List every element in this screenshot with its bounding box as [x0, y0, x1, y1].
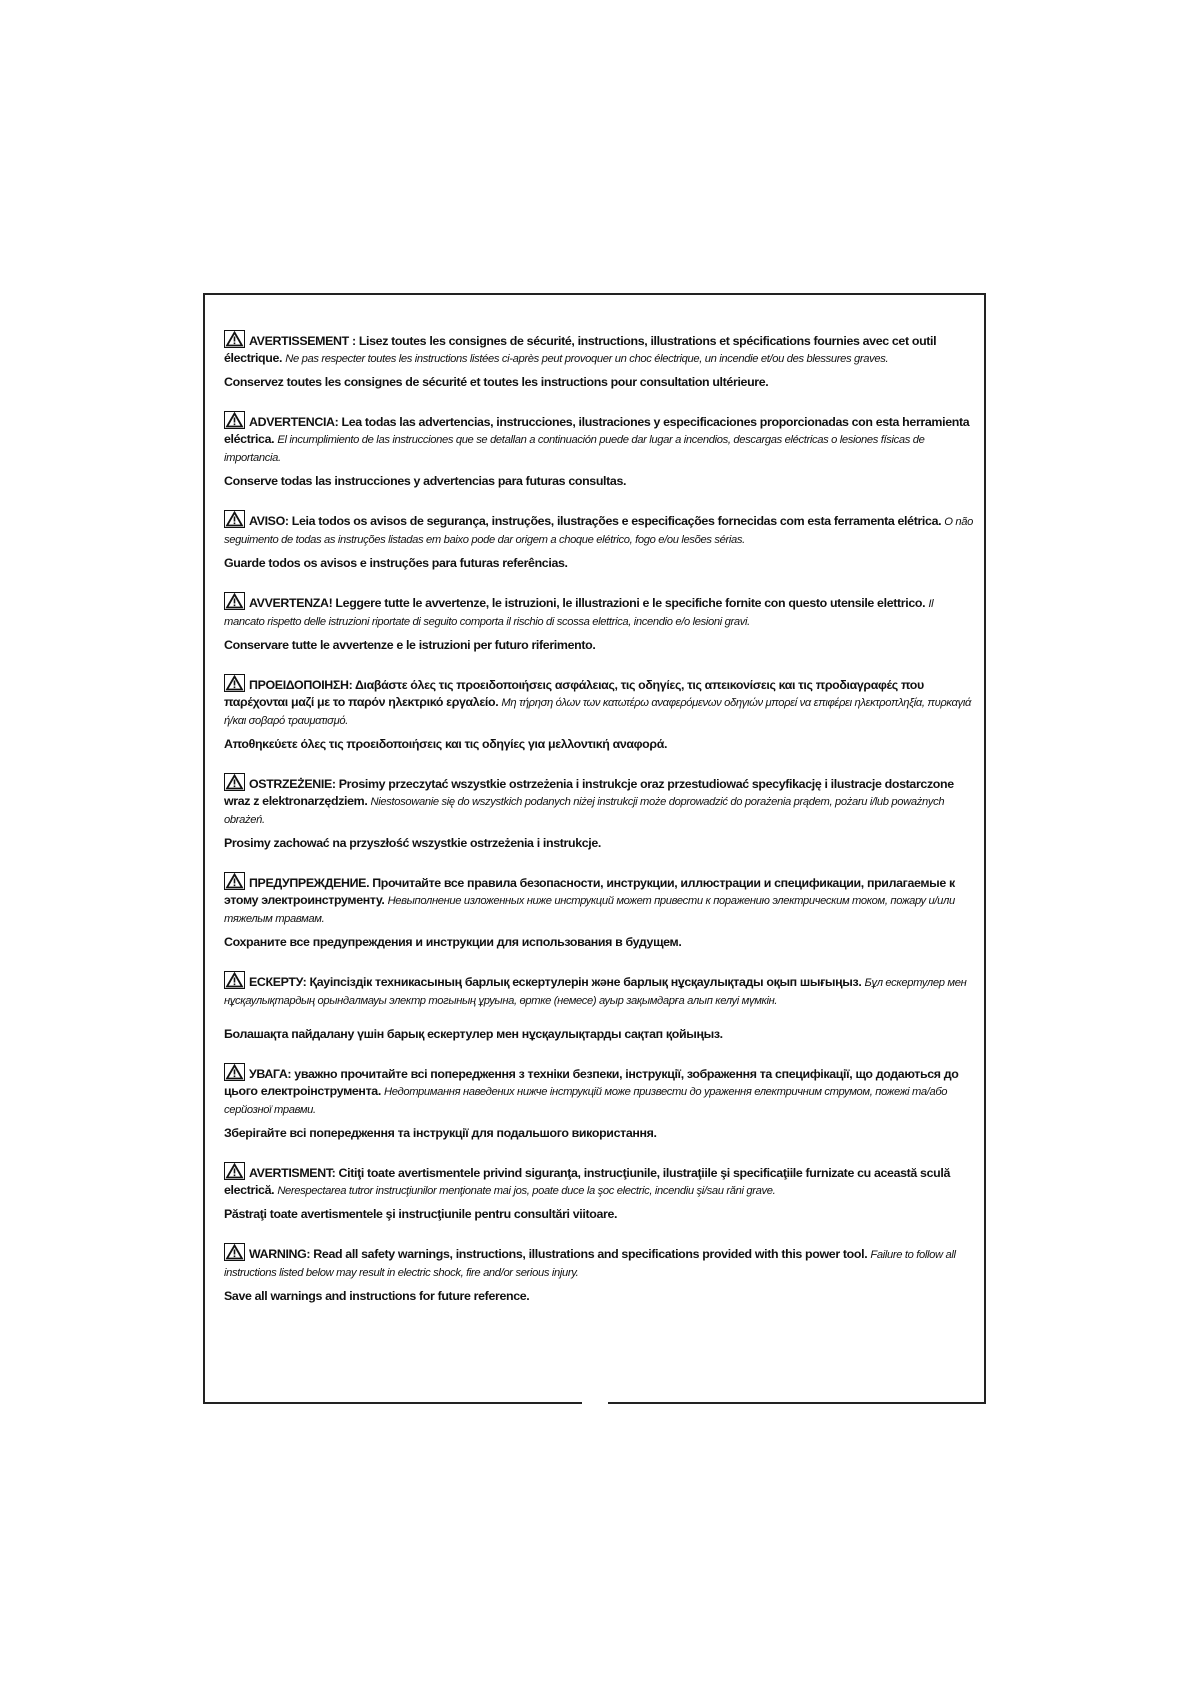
warning-lead: ПРЕДУПРЕЖДЕНИЕ. Прочитайте все правила безопасности, инструкции, иллюстрации и спецификации, прилагаемые к этому электроинструменту.: [224, 876, 955, 907]
warning-body: Il mancato rispetto delle istruzioni riportate di seguito comporta il rischio di scossa elettrica, incendio e/o lesioni gravi.: [224, 598, 934, 628]
warning-section-ru: [224, 872, 976, 951]
save-instructions-text: Зберігайте всі попередження та інструкції для подальшого використання.: [224, 1126, 657, 1140]
warning-body: Бұл ескертулер мен нұсқаулықтардың орындалмауы электр тогының ұруына, өртке (немесе) ауыр зақымдарға алып келуі мүмкін.: [224, 977, 967, 1007]
save-instructions-text: Prosimy zachować na przyszłość wszystkie ostrzeżenia i instrukcje.: [224, 836, 602, 850]
warning-body: Μη τήρηση όλων των κατωτέρω αναφερόμενων οδηγιών μπορεί να επιφέρει ηλεκτροπληξία, πυρκαγιά ή/και σοβαρό τραυματισμό.: [224, 697, 971, 727]
warning-triangle-icon: [224, 674, 245, 692]
warning-triangle-icon: [224, 1162, 245, 1180]
save-instructions-text: Сохраните все предупреждения и инструкции для использования в будущем.: [224, 935, 682, 949]
warning-body: Недотримання наведених нижче інструкцій може призвести до ураження електричним струмом, пожежі та/або серйозної травми.: [224, 1086, 948, 1116]
save-instructions-text: Conserve todas las instrucciones y advertencias para futuras consultas.: [224, 474, 627, 488]
warning-section-fr: [224, 330, 976, 391]
warning-body: El incumplimiento de las instrucciones que se detallan a continuación puede dar lugar a incendios, descargas eléctricas o lesiones físicas de importancia.: [224, 434, 925, 464]
warning-section-pt: [224, 510, 976, 572]
warning-section-uk: [224, 1063, 976, 1142]
save-instructions-text: Save all warnings and instructions for future reference.: [224, 1289, 530, 1303]
warning-lead: AVERTISSEMENT : Lisez toutes les consignes de sécurité, instructions, illustrations et spécifications fournies avec cet outil électrique.: [224, 334, 937, 365]
save-instructions-text: Guarde todos os avisos e instruções para futuras referências.: [224, 556, 568, 570]
save-instructions-text: Păstraţi toate avertismentele şi instrucţiunile pentru consultări viitoare.: [224, 1207, 618, 1221]
safety-warnings-list: [224, 330, 976, 1325]
warning-triangle-icon: [224, 330, 245, 348]
warning-lead: ЕСКЕРТУ: Қауіпсіздік техникасының барлық ескертулерін және барлық нұсқаулықтады оқып шығыңыз.: [249, 975, 862, 989]
warning-lead: OSTRZEŻENIE: Prosimy przeczytać wszystkie ostrzeżenia i instrukcje oraz przestudiować specyfikację i ilustracje dostarczone wraz z elektronarzędziem.: [224, 777, 954, 808]
frame-bottom-right-line: [608, 1402, 986, 1404]
save-instructions-text: Conservare tutte le avvertenze e le istruzioni per futuro riferimento.: [224, 638, 596, 652]
warning-section-ro: [224, 1162, 976, 1223]
warning-triangle-icon: [224, 773, 245, 791]
warning-body: O não seguimento de todas as instruções listadas em baixo pode dar origem a choque elétrico, fogo e/ou lesões sérias.: [224, 516, 974, 546]
warning-lead: УВАГА: уважно прочитайте всі попередження з техніки безпеки, інструкції, зображення та специфікації, що додаються до цього електроінструмента.: [224, 1067, 959, 1098]
frame-bottom-left-line: [203, 1402, 582, 1404]
warning-lead: ADVERTENCIA: Lea todas las advertencias, instrucciones, ilustraciones y especificaciones proporcionadas con esta herramienta eléctrica.: [224, 415, 970, 446]
warning-body: Невыполнение изложенных ниже инструкций может привести к поражению электрическим током, пожару и/или тяжелым травмам.: [224, 895, 955, 925]
warning-lead: AVVERTENZA! Leggere tutte le avvertenze, le istruzioni, le illustrazioni e le specifiche fornite con questo utensile elettrico.: [249, 596, 926, 610]
warning-triangle-icon: [224, 872, 245, 890]
warning-triangle-icon: [224, 510, 245, 528]
warning-lead: AVISO: Leia todos os avisos de segurança, instruções, ilustrações e especificações fornecidas com esta ferramenta elétrica.: [249, 514, 942, 528]
warning-triangle-icon: [224, 1243, 245, 1261]
warning-body: Failure to follow all instructions listed below may result in electric shock, fire and/or serious injury.: [224, 1249, 956, 1279]
warning-section-es: [224, 411, 976, 490]
save-instructions-text: Болашақта пайдалану үшін барық ескертулер мен нұсқаулықтарды сақтап қойыңыз.: [224, 1027, 723, 1041]
warning-triangle-icon: [224, 1063, 245, 1081]
warning-body: Ne pas respecter toutes les instructions listées ci-après peut provoquer un choc électrique, un incendie et/ou des blessures graves.: [285, 353, 889, 365]
warning-lead: WARNING: Read all safety warnings, instructions, illustrations and specifications provided with this power tool.: [249, 1247, 868, 1261]
warning-section-en: [224, 1243, 976, 1305]
warning-body: Niestosowanie się do wszystkich podanych niżej instrukcji może doprowadzić do porażenia prądem, pożaru i/lub poważnych obrażeń.: [224, 796, 945, 826]
warning-triangle-icon: [224, 592, 245, 610]
warning-section-el: [224, 674, 976, 753]
save-instructions-text: Conservez toutes les consignes de sécurité et toutes les instructions pour consultation ultérieure.: [224, 375, 769, 389]
warning-triangle-icon: [224, 971, 245, 989]
warning-section-kk: [224, 971, 976, 1043]
warning-section-pl: [224, 773, 976, 852]
warning-lead: ΠΡΟΕΙΔΟΠΟΙΗΣΗ: Διαβάστε όλες τις προειδοποιήσεις ασφάλειας, τις οδηγίες, τις απεικονίσεις και τις προδιαγραφές που παρέχονται μαζί με το παρόν ηλεκτρικό εργαλείο.: [224, 678, 924, 709]
warning-section-it: [224, 592, 976, 654]
warning-lead: AVERTISMENT: Citiţi toate avertismentele privind siguranţa, instrucţiunile, ilustraţiile şi specificaţiile furnizate cu această sculă electrică.: [224, 1166, 950, 1197]
save-instructions-text: Αποθηκεύετε όλες τις προειδοποιήσεις και τις οδηγίες για μελλοντική αναφορά.: [224, 737, 668, 751]
warning-body: Nerespectarea tutror instrucţiunilor menţionate mai jos, poate duce la şoc electric, incendiu şi/sau răni grave.: [277, 1185, 776, 1197]
warning-triangle-icon: [224, 411, 245, 429]
